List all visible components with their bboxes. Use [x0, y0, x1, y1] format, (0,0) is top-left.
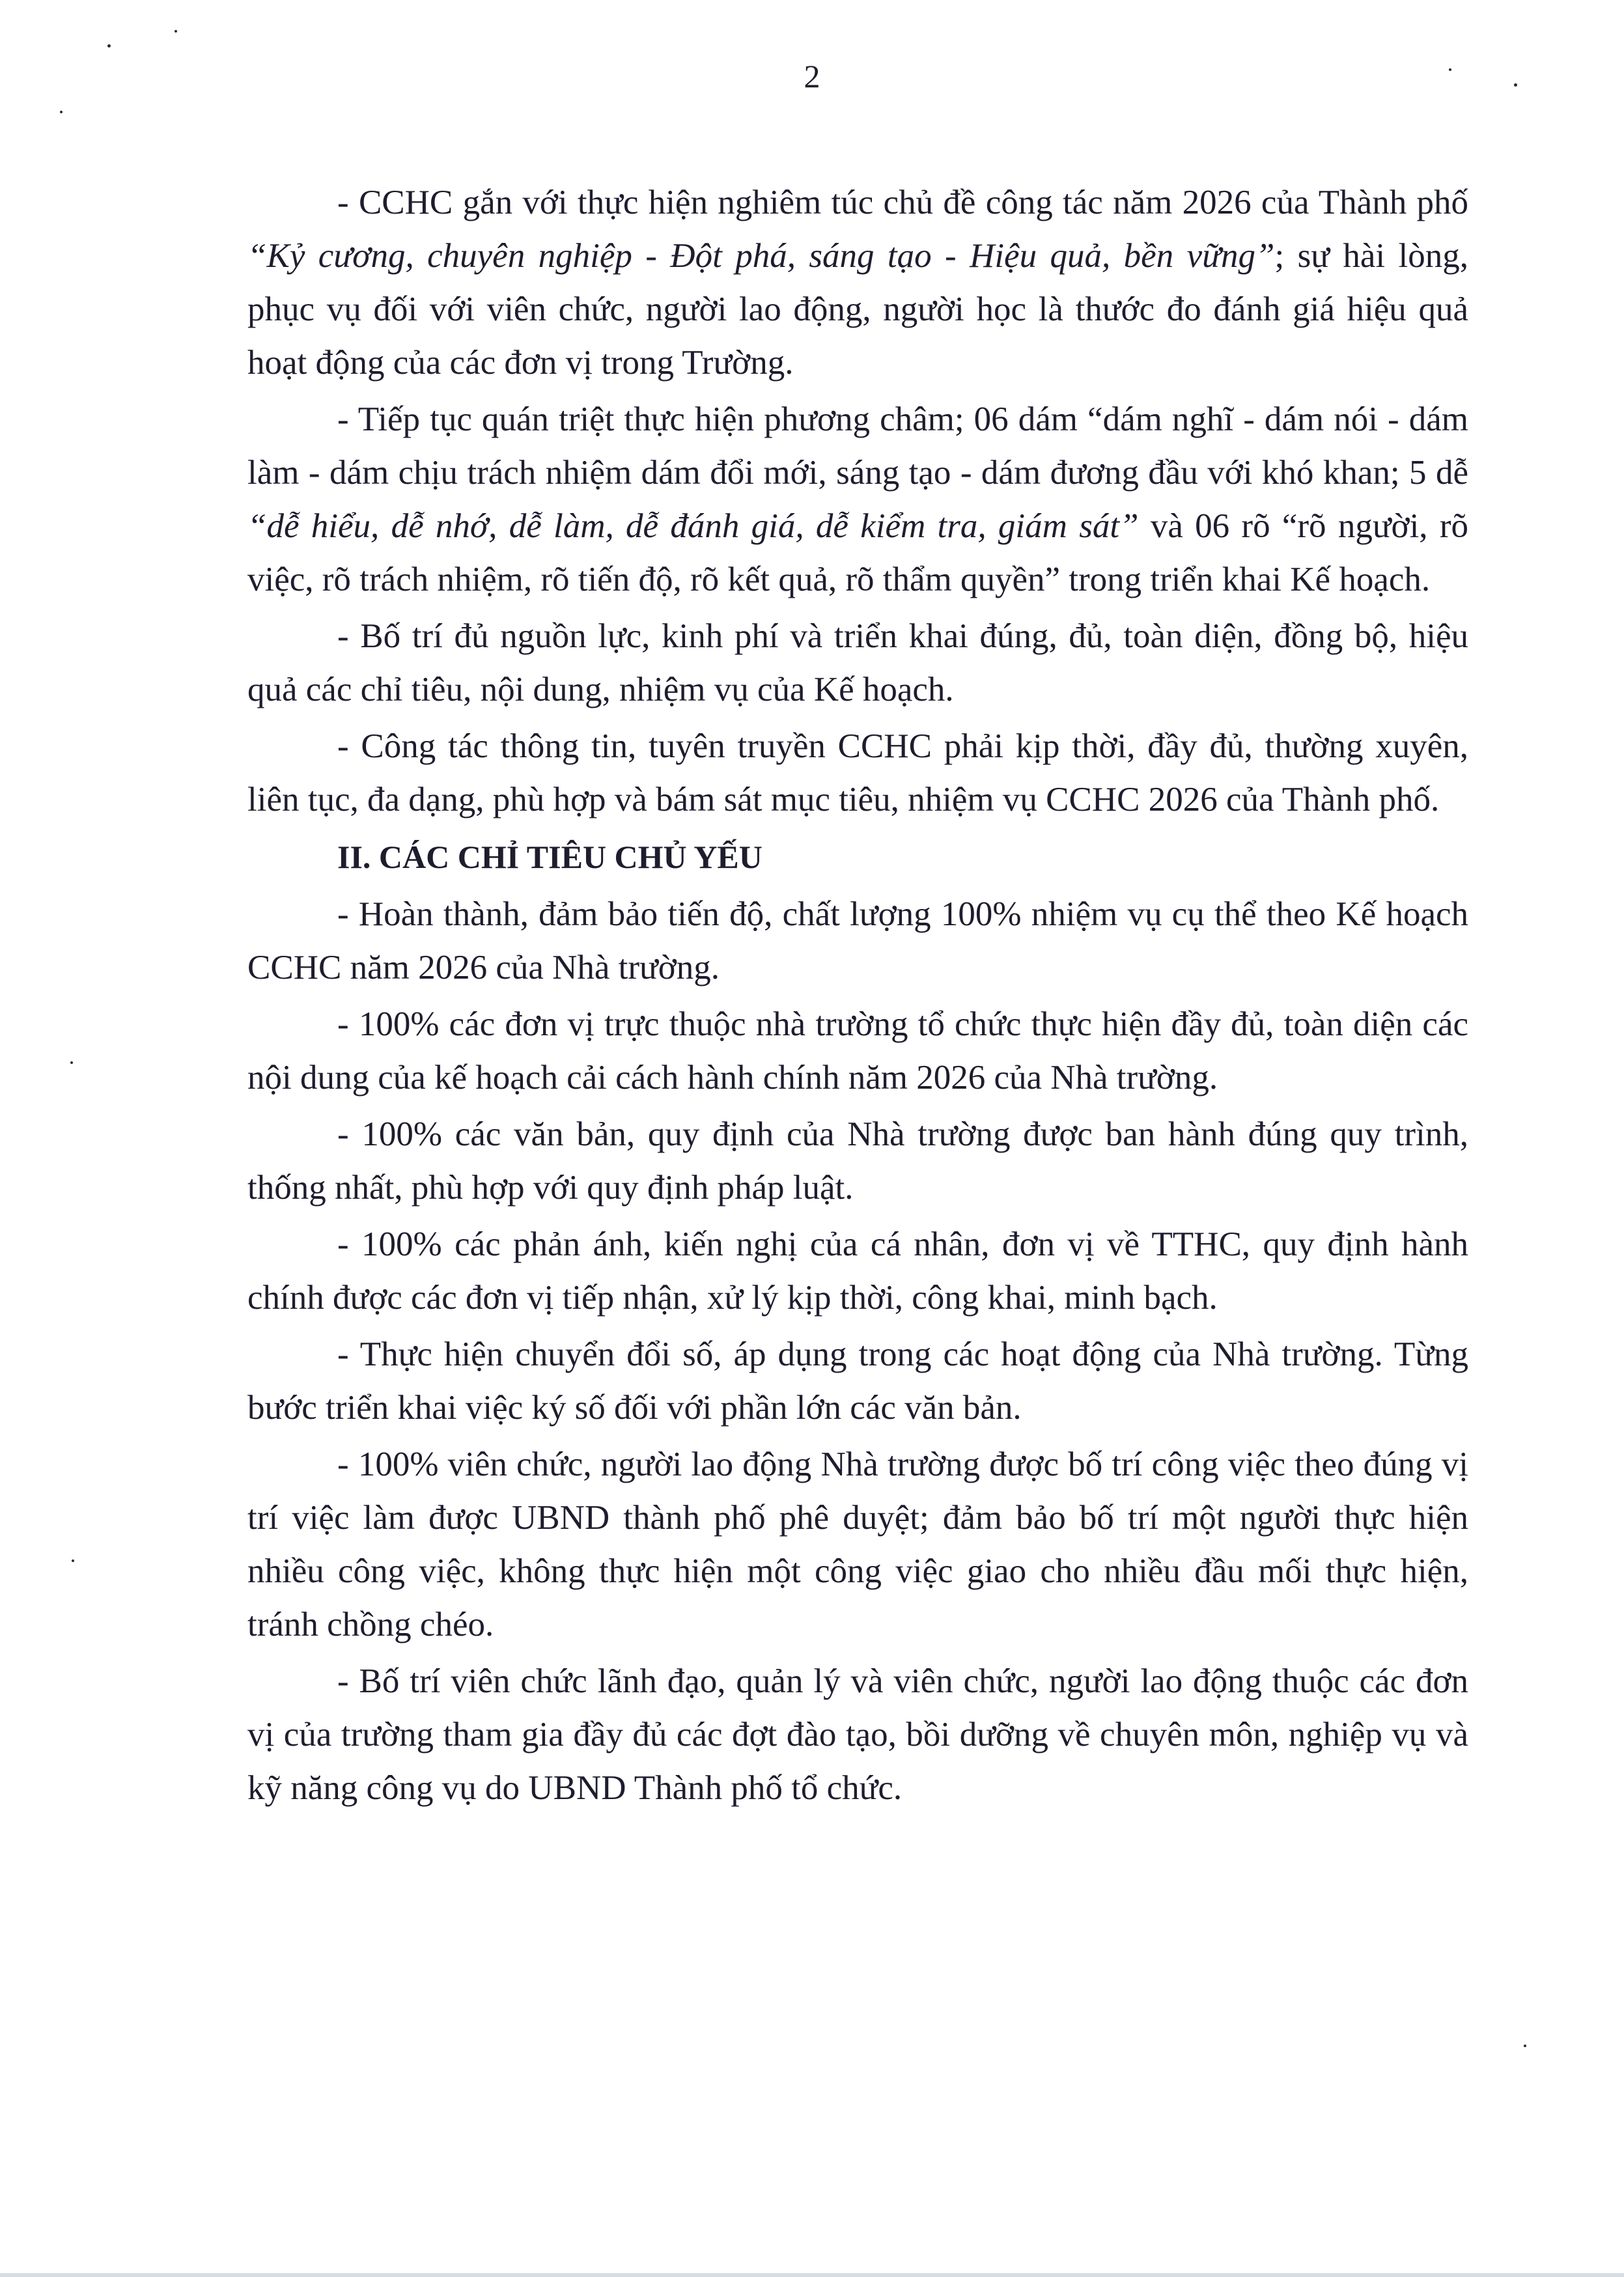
target-item: - 100% các phản ánh, kiến nghị của cá nhân, đơn vị về TTHC, quy định hành chính được các đơn vị tiếp nhận, xử lý kịp thời, công khai, minh bạch.	[247, 1225, 1468, 1317]
scan-speck	[60, 111, 63, 113]
italic-quote: “dễ hiểu, dễ nhớ, dễ làm, dễ đánh giá, dễ kiểm tra, giám sát”	[247, 507, 1139, 545]
scan-speck	[175, 30, 177, 33]
document-body	[247, 176, 1468, 1815]
paragraph-communication	[247, 719, 1468, 826]
scan-bottom-edge	[0, 2273, 1624, 2277]
text-segment: - CCHC gắn với thực hiện nghiêm túc chủ đề công tác năm 2026 của Thành phố	[337, 184, 1468, 221]
text-segment: ; sự hài lòng, phục vụ đối với viên chức, người lao động, người học là thước đo đánh giá hiệu quả hoạt động của các đơn vị trong Trường.	[247, 237, 1468, 382]
paragraph-guiding-motto	[247, 393, 1468, 606]
target-item: - 100% các văn bản, quy định của Nhà trường được ban hành đúng quy trình, thống nhất, phù hợp với quy định pháp luật.	[247, 1115, 1468, 1207]
target-item: - Thực hiện chuyển đổi số, áp dụng trong các hoạt động của Nhà trường. Từng bước triển khai việc ký số đối với phần lớn các văn bản.	[247, 1335, 1468, 1427]
target-item: - Bố trí viên chức lãnh đạo, quản lý và viên chức, người lao động thuộc các đơn vị của trường tham gia đầy đủ các đợt đào tạo, bồi dưỡng về chuyên môn, nghiệp vụ và kỹ năng công vụ do UBND Thành phố tổ chức.	[247, 1662, 1468, 1807]
scan-speck	[1524, 2045, 1526, 2047]
scan-speck	[72, 1559, 74, 1562]
text-segment: và 06 rõ “rõ người, rõ việc, rõ trách nhiệm, rõ tiến độ, rõ kết quả, rõ thẩm quyền” trong triển khai Kế hoạch.	[247, 507, 1468, 598]
text-segment: - Tiếp tục quán triệt thực hiện phương châm; 06 dám “dám nghĩ - dám nói - dám làm - dám chịu trách nhiệm dám đổi mới, sáng tạo - dám đương đầu với khó khan; 5 dễ	[247, 400, 1468, 492]
scan-speck	[107, 44, 111, 48]
section-heading: II. CÁC CHỈ TIÊU CHỦ YẾU	[337, 839, 763, 875]
page-number: 2	[804, 58, 820, 94]
scan-speck	[70, 1061, 73, 1064]
italic-quote: “Kỷ cương, chuyên nghiệp - Đột phá, sáng tạo - Hiệu quả, bền vững”	[247, 237, 1275, 275]
target-item: - 100% viên chức, người lao động Nhà trường được bố trí công việc theo đúng vị trí việc làm được UBND thành phố phê duyệt; đảm bảo bố trí một người thực hiện nhiều công việc, không thực hiện một công việc giao cho nhiều đầu mối thực hiện, tránh chồng chéo.	[247, 1446, 1468, 1643]
paragraph-cchc-theme	[247, 176, 1468, 389]
target-item: - Hoàn thành, đảm bảo tiến độ, chất lượng 100% nhiệm vụ cụ thể theo Kế hoạch CCHC năm 2026 của Nhà trường.	[247, 895, 1468, 986]
text-segment: - Công tác thông tin, tuyên truyền CCHC phải kịp thời, đầy đủ, thường xuyên, liên tục, đa dạng, phù hợp và bám sát mục tiêu, nhiệm vụ CCHC 2026 của Thành phố.	[247, 727, 1468, 818]
target-item: - 100% các đơn vị trực thuộc nhà trường tổ chức thực hiện đầy đủ, toàn diện các nội dung của kế hoạch cải cách hành chính năm 2026 của Nhà trường.	[247, 1005, 1468, 1097]
text-segment: - Bố trí đủ nguồn lực, kinh phí và triển khai đúng, đủ, toàn diện, đồng bộ, hiệu quả các chỉ tiêu, nội dung, nhiệm vụ của Kế hoạch.	[247, 617, 1468, 708]
paragraph-resources	[247, 609, 1468, 716]
